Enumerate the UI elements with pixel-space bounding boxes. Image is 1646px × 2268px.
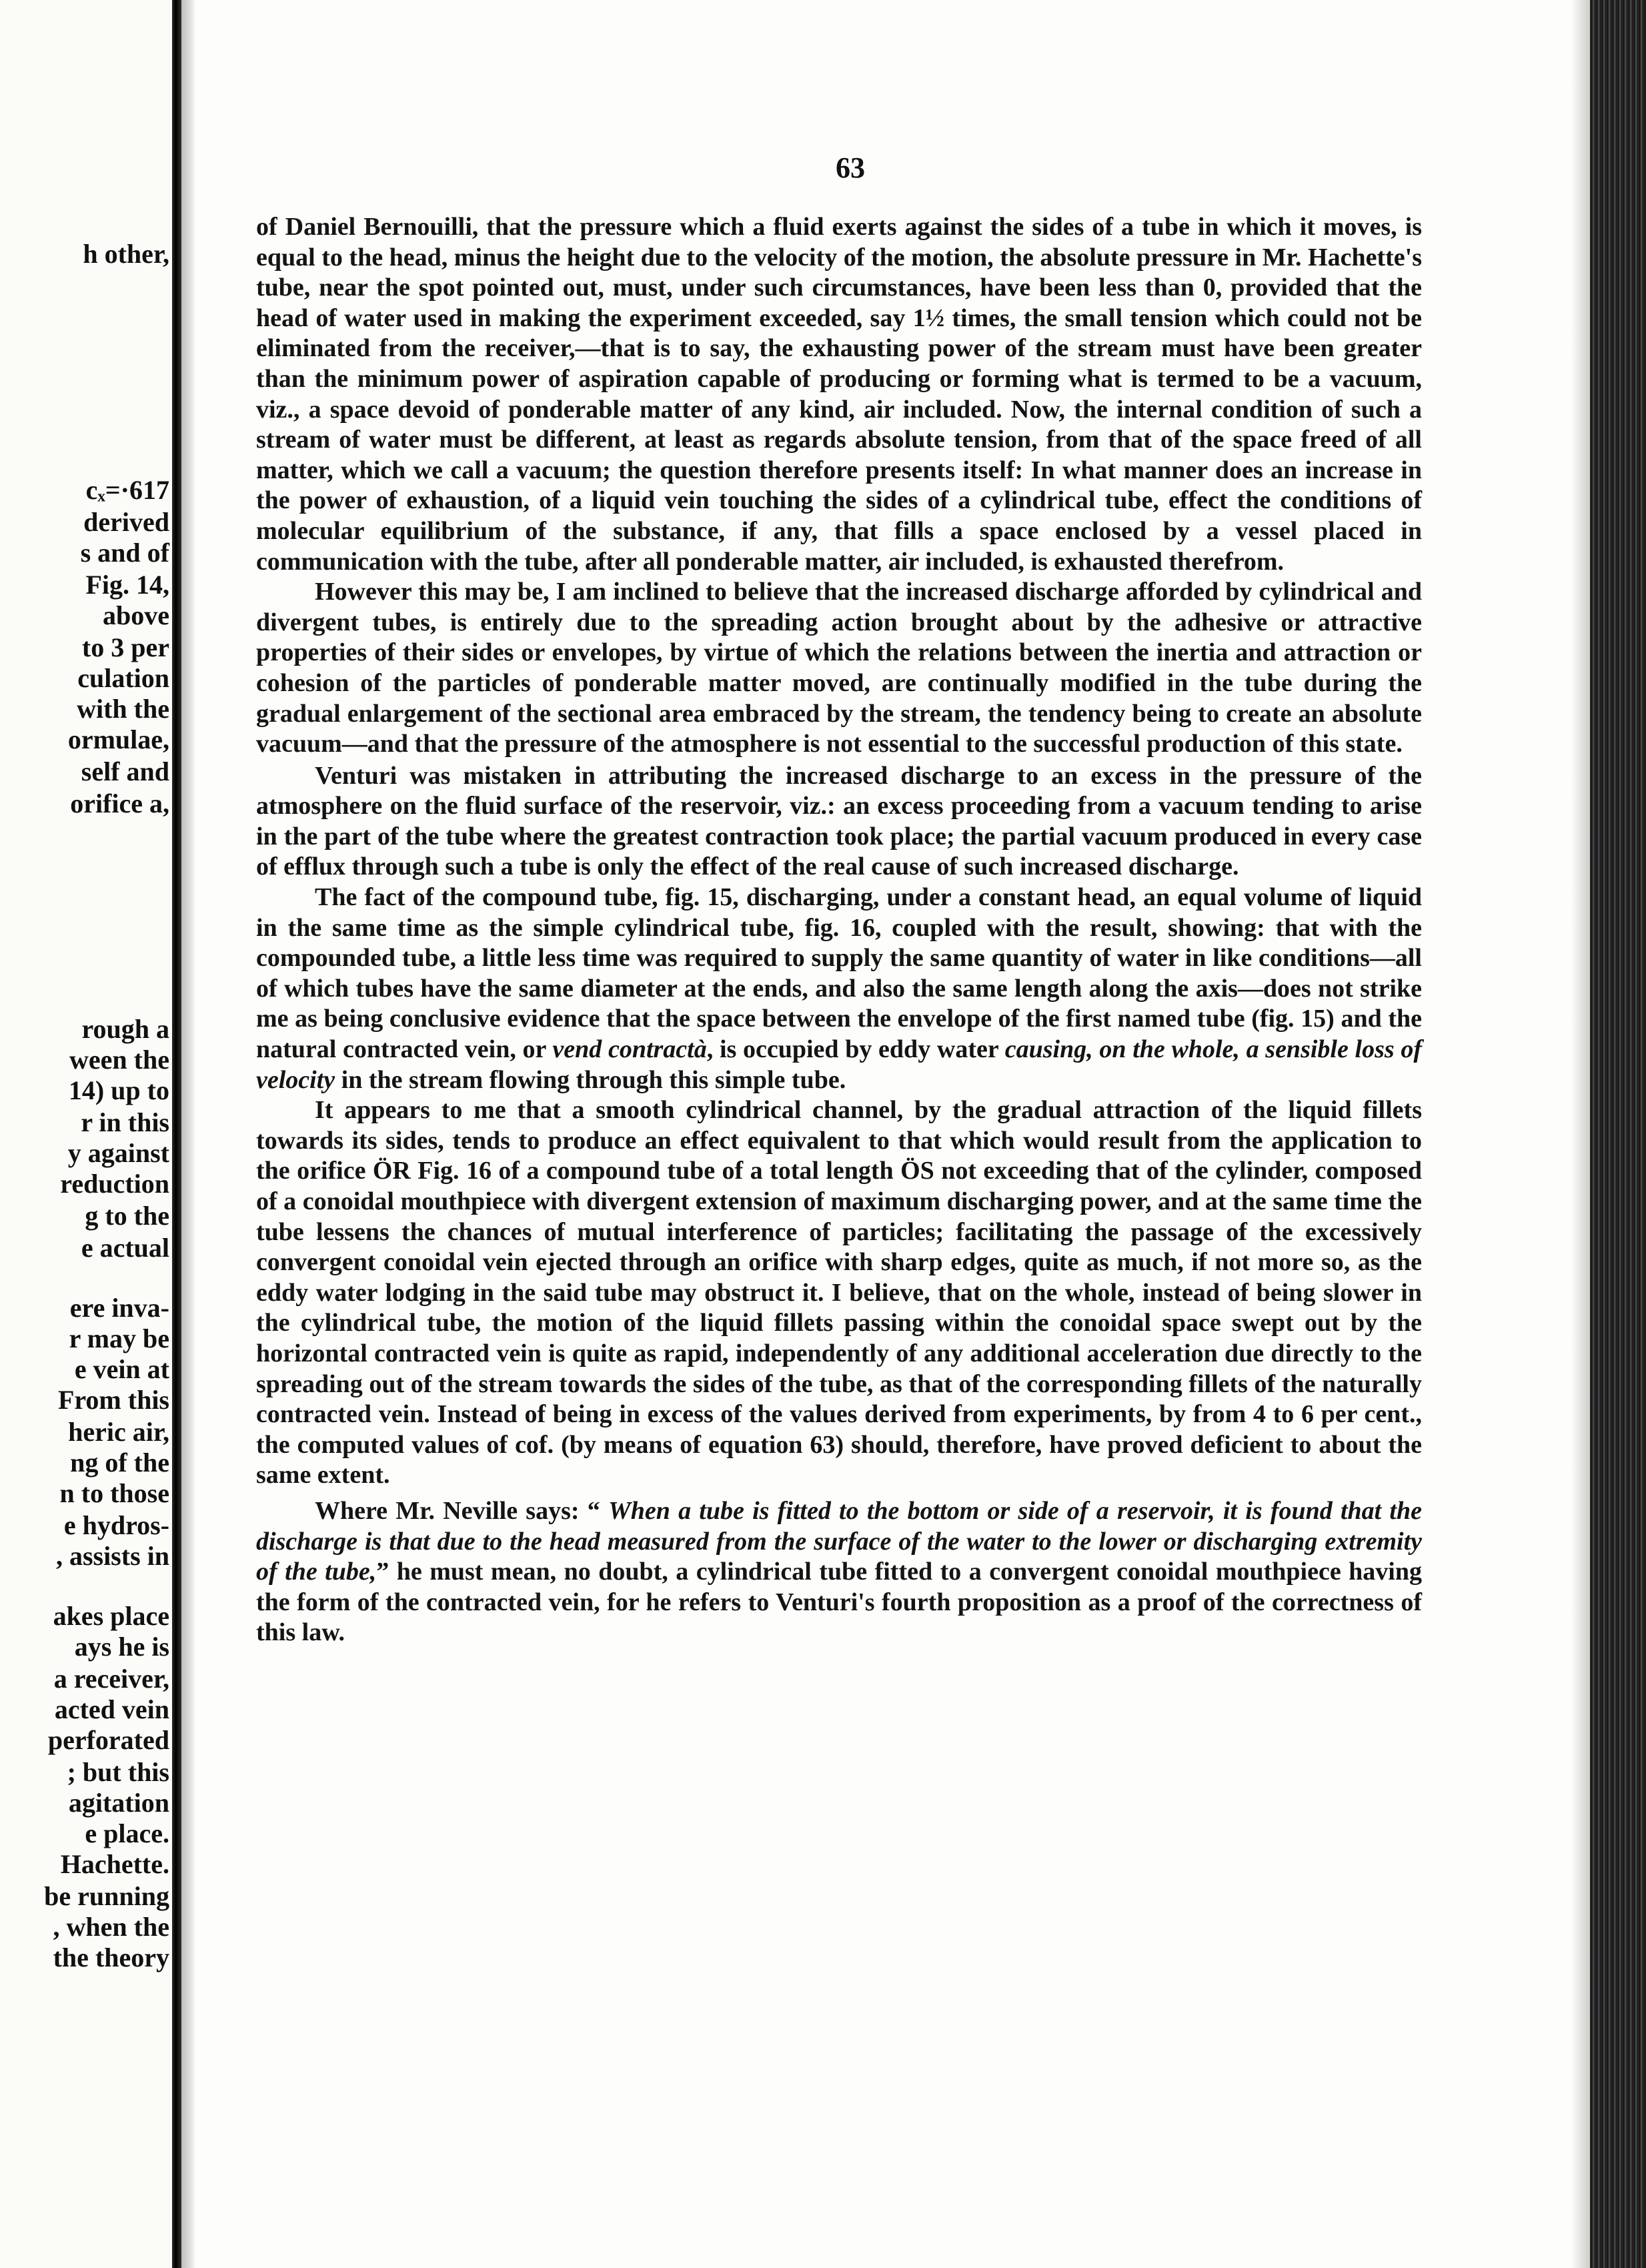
left-fragment-line: h other, bbox=[83, 239, 169, 269]
left-fragment-line: perforated bbox=[47, 1725, 169, 1755]
left-page-fragment bbox=[0, 0, 175, 2268]
left-fragment-line: , assists in bbox=[55, 1541, 169, 1571]
text-span: The fact of the compound tube, fig. 15, discharging, under a constant head, an equal volume of liquid in the same time as the simple cylindrical tube, fig. 16, coupled with the result, showing: that with the compounded tube, a little less time was required to supply the same quantity of water in like conditions—all of which tubes have the same diameter at the ends, and also the same length along the axis—does not strike me as being conclusive evidence that the space between the envelope of the first named tube (fig. 15) and the natural contracted vein, or bbox=[256, 883, 1422, 1064]
left-fragment-line: From this bbox=[57, 1385, 169, 1415]
left-fragment-line: heric air, bbox=[68, 1417, 169, 1447]
left-fragment-line: ays he is bbox=[74, 1632, 169, 1662]
book-fold-shadow bbox=[172, 0, 181, 2268]
left-fragment-line: self and bbox=[81, 756, 169, 786]
left-fragment-line: ween the bbox=[69, 1045, 169, 1075]
left-fragment-line: ormulae, bbox=[67, 724, 169, 754]
left-fragment-line: akes place bbox=[53, 1601, 169, 1631]
left-fragment-line: a receiver, bbox=[53, 1664, 169, 1694]
left-fragment-line: derived bbox=[83, 507, 169, 537]
book-edge bbox=[1590, 0, 1646, 2268]
text-span: , is occupied by eddy water bbox=[706, 1035, 1005, 1064]
paragraph: Venturi was mistaken in attributing the increased discharge to an excess in the pressure of the atmosphere on the fluid surface of the reservoir, viz.: an excess proceeding from a vacuum tending to arise in the part of the tube where the greatest contraction took place; the partial vacuum produced in every case of efflux through such a tube is only the effect of the real cause of such increased discharge. bbox=[256, 761, 1422, 881]
left-fragment-line: the theory bbox=[53, 1942, 169, 1972]
body-text bbox=[256, 212, 1422, 1648]
left-fragment-line: with the bbox=[77, 694, 169, 724]
left-fragment-line: y against bbox=[67, 1138, 169, 1168]
paragraph bbox=[256, 883, 1422, 1095]
left-fragment-line: , when the bbox=[53, 1912, 169, 1942]
left-fragment-line: r may be bbox=[69, 1323, 169, 1353]
left-fragment-line: ere inva- bbox=[69, 1293, 169, 1323]
text-span: Where Mr. Neville says: “ bbox=[315, 1496, 608, 1525]
left-fragment-line: s and of bbox=[80, 538, 169, 568]
left-fragment-line: culation bbox=[77, 663, 169, 693]
italic-text: causing, on the whole, a sensible loss of velocity bbox=[256, 1035, 1423, 1094]
left-fragment-line: g to the bbox=[85, 1201, 169, 1231]
italic-text: vend contractà bbox=[552, 1035, 707, 1064]
left-fragment-line: acted vein bbox=[54, 1694, 169, 1724]
left-fragment-line: reduction bbox=[60, 1169, 169, 1199]
left-fragment-line: Fig. 14, bbox=[85, 570, 169, 600]
left-fragment-line: be running bbox=[44, 1881, 169, 1911]
left-fragment-line: to 3 per bbox=[81, 632, 169, 662]
left-fragment-line: n to those bbox=[59, 1478, 169, 1508]
text-span: in the stream flowing through this simple tube. bbox=[335, 1065, 846, 1094]
left-fragment-line: e vein at bbox=[74, 1354, 169, 1384]
page-edge-shadow bbox=[1571, 0, 1591, 2268]
left-fragment-line: above bbox=[103, 600, 169, 630]
page-number: 63 bbox=[836, 151, 865, 184]
page-gutter bbox=[181, 0, 195, 2268]
left-fragment-line: e place. bbox=[85, 1818, 169, 1848]
left-fragment-line: cₓ=·617 bbox=[85, 475, 169, 505]
left-fragment-line: orifice a, bbox=[70, 788, 169, 818]
paragraph: of Daniel Bernouilli, that the pressure which a fluid exerts against the sides of a tube in which it moves, is equal to the head, minus the height due to the velocity of the motion, the absolute pressure in Mr. Hachette's tube, near the spot pointed out, must, under such circumstances, have been less than 0, provided that the head of water used in making the experiment exceeded, say 1½ times, the small tension which could not be eliminated from the receiver,—that is to say, the exhausting power of the stream must have been greater than the minimum power of aspiration capable of producing or forming what is termed to be a vacuum, viz., a space devoid of ponderable matter of any kind, air included. Now, the internal condition of such a stream of water must be different, at least as regards absolute tension, from that of the space freed of all matter, which we call a vacuum; the question therefore presents itself: In what manner does an increase in the power of exhaustion, of a liquid vein touching the sides of a cylindrical tube, effect the conditions of molecular equilibrium of the substance, if any, that fills a space enclosed by a vessel placed in communication with the tube, after all ponderable matter, air included, is exhausted therefrom. bbox=[256, 213, 1422, 576]
left-fragment-line: r in this bbox=[81, 1107, 169, 1137]
paragraph bbox=[256, 1496, 1422, 1648]
left-fragment-line: ; but this bbox=[67, 1757, 169, 1787]
italic-text: When a tube is fitted to the bottom or side of a reservoir, it is found that the discharge is that due to the head measured from the surface of the water to the lower or discharging extremity of the tube, bbox=[256, 1496, 1422, 1586]
left-fragment-line: rough a bbox=[81, 1014, 169, 1044]
left-fragment-line: 14) up to bbox=[68, 1075, 169, 1105]
left-fragment-line: ng of the bbox=[70, 1448, 169, 1478]
paragraph: However this may be, I am inclined to believe that the increased discharge afforded by cylindrical and divergent tubes, is entirely due to the spreading action brought about by the adhesive or attractive properties of their sides or envelopes, by virtue of which the relations between the inertia and attraction or cohesion of the particles of ponderable matter moved, are continually modified in the tube during the gradual enlargement of the sectional area embraced by the stream, the tendency being to create an absolute vacuum—and that the pressure of the atmosphere is not essential to the successful production of this state. bbox=[256, 578, 1422, 758]
left-fragment-line: Hachette. bbox=[60, 1849, 169, 1879]
left-fragment-line: agitation bbox=[68, 1788, 169, 1818]
left-fragment-line: e hydros- bbox=[63, 1510, 169, 1540]
paragraph: It appears to me that a smooth cylindrical channel, by the gradual attraction of the liquid fillets towards its sides, tends to produce an effect equivalent to that which would result from the application to the orifice ÖR Fig. 16 of a compound tube of a total length ÖS not exceeding that of the cylinder, composed of a conoidal mouthpiece with divergent extension of maximum discharging power, and at the same time the tube lessens the chances of mutual interference of particles; facilitating the passage of the excessively convergent conoidal vein ejected through an orifice with sharp edges, quite as much, if not more so, as the eddy water lodging in the said tube may obstruct it. I believe, that on the whole, instead of being slower in the cylindrical tube, the motion of the liquid fillets passing within the conoidal space swept out by the horizontal contracted vein is quite as rapid, independently of any additional acceleration due directly to the spreading out of the stream towards the sides of the tube, as that of the corresponding fillets of the naturally contracted vein. Instead of being in excess of the values derived from experiments, by from 4 to 6 per cent., the computed values of cof. (by means of equation 63) should, therefore, have proved deficient to about the same extent. bbox=[256, 1096, 1422, 1490]
text-span: ” he must mean, no doubt, a cylindrical tube fitted to a convergent conoidal mouthpiece having the form of the contracted vein, for he refers to Venturi's fourth proposition as a proof of the correctness of this law. bbox=[256, 1558, 1422, 1647]
left-fragment-line: e actual bbox=[81, 1233, 169, 1263]
